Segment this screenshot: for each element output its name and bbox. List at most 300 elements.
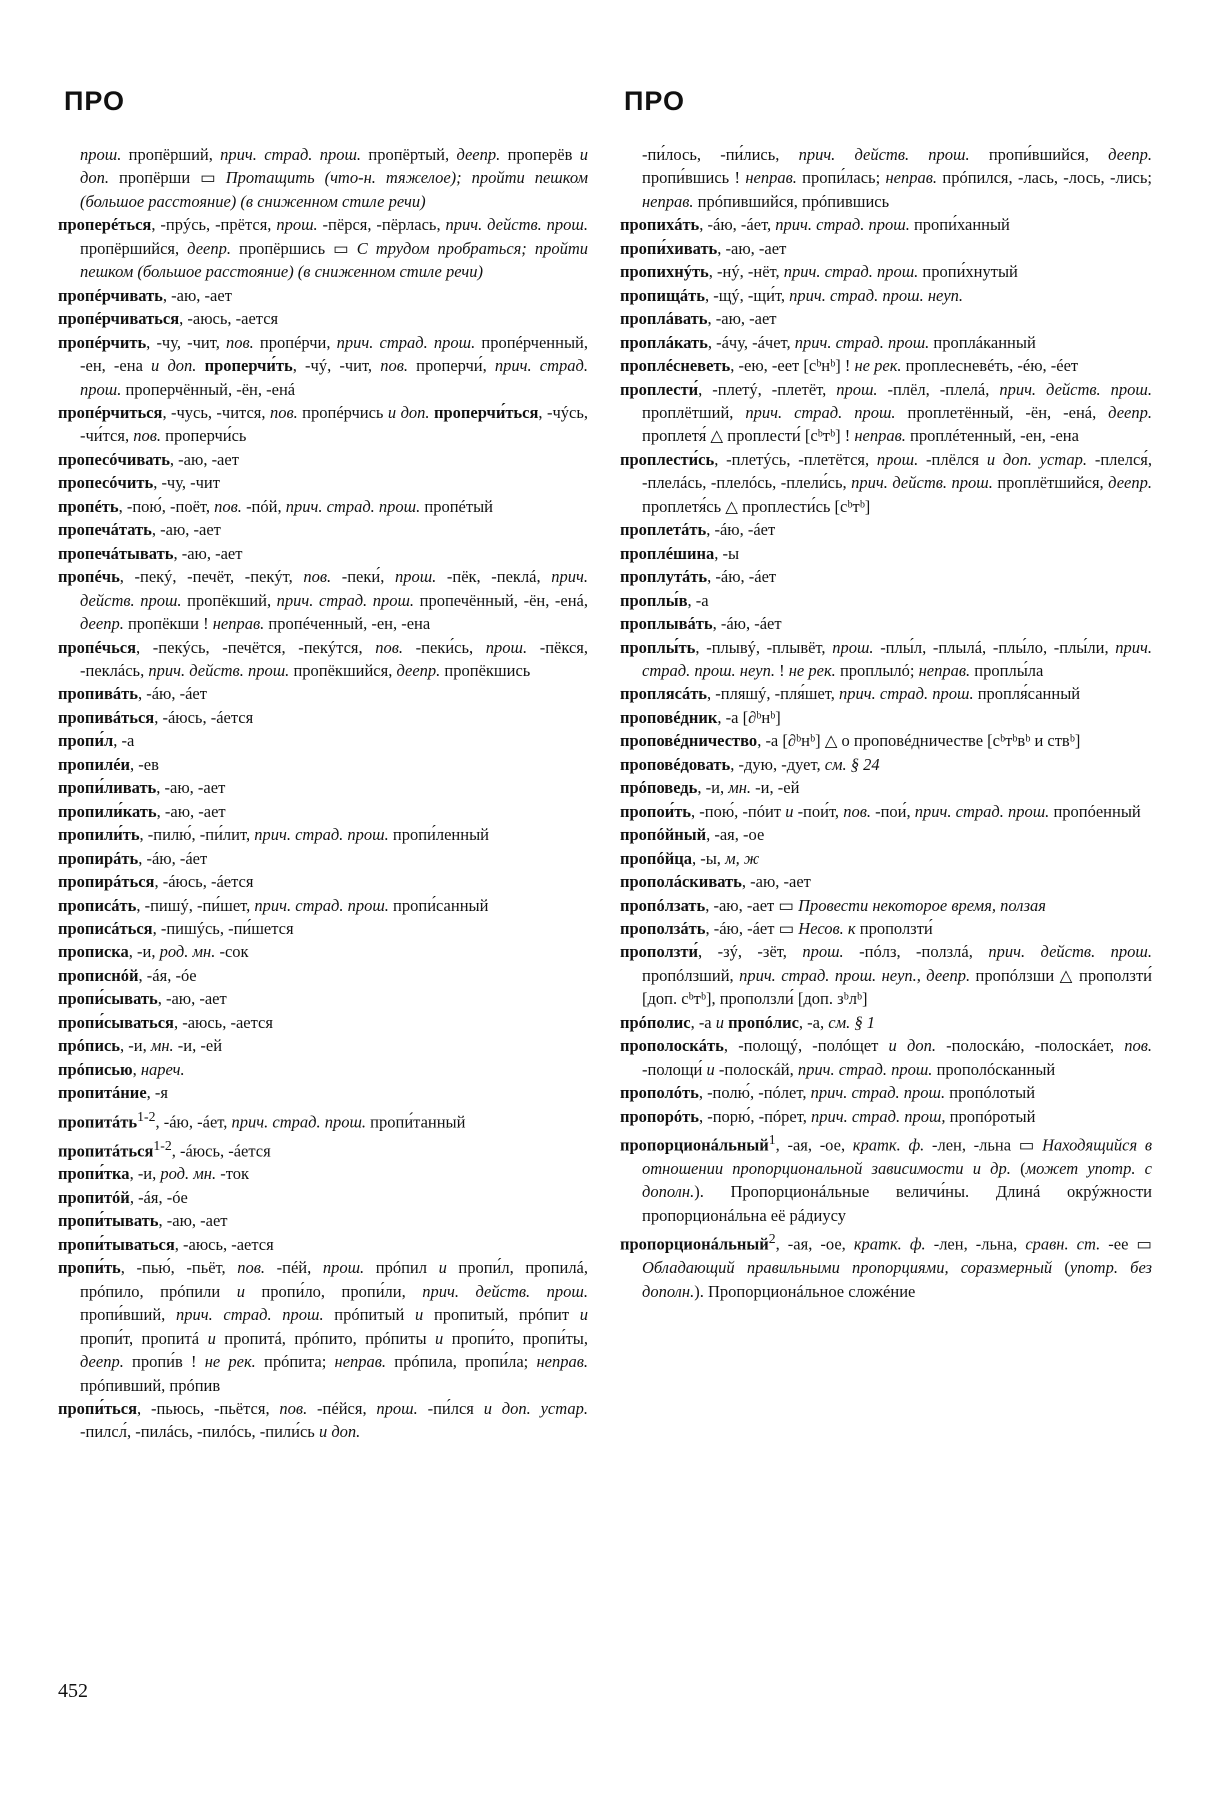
- entry-text: пропи́танный: [366, 1112, 466, 1132]
- running-head-right: ПРО: [624, 86, 686, 116]
- grammar-note: прич. страд. прош.: [914, 801, 1050, 821]
- entry-text: , -пилю́, -пи́лит,: [139, 825, 255, 845]
- entry-text: проплётшийся,: [992, 473, 1109, 493]
- headword: проплетáть: [620, 520, 707, 540]
- headword: пропитóй: [58, 1187, 130, 1207]
- dictionary-entry: [620, 847, 1152, 870]
- grammar-note: неправ.: [212, 614, 265, 634]
- dictionary-entry: [58, 1397, 588, 1444]
- entry-text: , -плывý, -плывёт,: [695, 637, 833, 657]
- entry-text: , -áю, -áет,: [699, 215, 776, 235]
- grammar-note: прош.: [802, 942, 844, 962]
- grammar-note: сравн. ст.: [1025, 1234, 1101, 1254]
- entry-text: -пилсл́, -пилáсь, -пилóсь, -пили́сь: [80, 1422, 319, 1442]
- entry-text: -пеки́сь,: [403, 637, 486, 657]
- entry-text: пропёршись ▭: [231, 238, 357, 258]
- entry-text: -пóлз, -ползлá,: [843, 942, 989, 962]
- dictionary-entry: [58, 1162, 588, 1185]
- grammar-note: и доп.: [80, 145, 588, 188]
- grammar-note: Несов. к: [798, 918, 856, 938]
- entry-text: ). Пропорционáльные величи́ны. Длинá окрýжности пропорционáльна её рáдиусу: [642, 1182, 1152, 1225]
- entry-text: , -и,: [120, 1036, 151, 1056]
- dictionary-entry: [620, 1128, 1152, 1227]
- dictionary-entry: [58, 1011, 588, 1034]
- headword: пропóйца: [620, 848, 692, 868]
- entry-text: ,: [132, 1059, 141, 1079]
- entry-text: пропёкший,: [181, 590, 277, 610]
- headword: пропи́сывать: [58, 989, 158, 1009]
- entry-text: -пои́т,: [793, 801, 844, 821]
- headword: пропирáть: [58, 848, 139, 868]
- entry-text: прóпился, -лась, -лось, -лись;: [937, 168, 1152, 188]
- entry-text: пропéченный, -ен, -ена: [264, 614, 431, 634]
- dictionary-entry: [58, 542, 588, 565]
- dictionary-entry: [620, 706, 1152, 729]
- headword: проползáть: [620, 918, 706, 938]
- grammar-note: и: [579, 1305, 588, 1325]
- grammar-note: не рек.: [204, 1352, 256, 1372]
- dictionary-entry: [620, 1034, 1152, 1081]
- entry-text: , -прýсь, -прётся,: [151, 215, 277, 235]
- grammar-note: прич. страд. прош.: [336, 332, 476, 352]
- dictionary-entry: [58, 448, 588, 471]
- headword: пропéрчиться: [58, 402, 163, 422]
- entry-text: пропóенный: [1049, 801, 1141, 821]
- dictionary-entry: [58, 823, 588, 846]
- entry-text: пропóлотый: [945, 1083, 1036, 1103]
- grammar-note: может употр. с дополн.: [642, 1158, 1153, 1202]
- entry-text: пропля́санный: [973, 684, 1081, 704]
- entry-text: , -чýсь, -чи́тся,: [80, 402, 588, 446]
- entry-text: , -ы,: [691, 848, 726, 868]
- entry-text: , -и,: [697, 778, 729, 798]
- entry-text: , -аю, -ает: [707, 309, 777, 329]
- headword: пропивáться: [58, 707, 155, 727]
- entry-text: -и, -ей: [173, 1036, 223, 1056]
- grammar-note: деепр.: [187, 238, 231, 258]
- grammar-note: прич. страд. прош.: [80, 356, 588, 399]
- headword: проплывáть: [620, 614, 713, 634]
- entry-text: пропи́хнутый: [918, 262, 1018, 282]
- grammar-note: неправ.: [918, 660, 971, 680]
- entry-text: -полощи́: [642, 1059, 707, 1079]
- entry-text: проплéтенный, -ен, -ена: [905, 426, 1079, 446]
- grammar-note: и доп. устар.: [483, 1399, 588, 1419]
- dictionary-entry: [620, 1081, 1152, 1104]
- entry-text: , -а: [687, 590, 709, 610]
- headword: прописка: [58, 942, 129, 962]
- headword: прóпись: [58, 1036, 120, 1056]
- entry-text: , -а,: [798, 1012, 829, 1032]
- headword: пропили́ть: [58, 825, 140, 845]
- entry-text: , -аюсь, -ается: [174, 1234, 274, 1254]
- entry-text: прóпила, пропи́ла;: [386, 1352, 537, 1372]
- grammar-note: прич. страд. прош.: [775, 215, 910, 235]
- dictionary-entry: [58, 706, 588, 729]
- entry-text: -пёрся, -пёрлась,: [317, 215, 446, 235]
- headword: проповéдничество: [620, 731, 758, 751]
- entry-text: , -áю, -áет: [138, 848, 208, 868]
- grammar-note: прош.: [832, 637, 874, 657]
- entry-text: проперчённый, -ён, -енá: [121, 379, 296, 399]
- headword: проперчи́ться: [433, 402, 539, 422]
- dictionary-entry: [58, 776, 588, 799]
- entry-text: , -аюсь, -ается: [179, 309, 279, 329]
- entry-text: , -аю, -ает: [151, 520, 221, 540]
- grammar-note: прич. страд. прош. неуп.: [789, 285, 964, 305]
- entry-text: -полоскáй,: [714, 1059, 798, 1079]
- entry-text: , -ая, -ое,: [775, 1234, 854, 1254]
- headword: пропóлис: [728, 1012, 799, 1032]
- dictionary-entry: [620, 870, 1152, 893]
- grammar-note: прич. страд. прош.: [745, 402, 896, 422]
- running-head-left: ПРО: [64, 86, 126, 116]
- headword: проперéться: [58, 215, 152, 235]
- entry-text: пропéрчи,: [253, 332, 337, 352]
- headword: пропéрчить: [58, 332, 147, 352]
- entry-text: пропёртый,: [361, 145, 457, 164]
- grammar-note: Провести некоторое время, ползая: [798, 895, 1046, 915]
- grammar-note: прич. действ. прош.: [445, 215, 588, 235]
- entry-text: , -áю, -áет,: [155, 1112, 232, 1132]
- entry-text: пропóлзши △ проползти́ [доп. cᵇтᵇ], проползли́ [доп. зᵇлᵇ]: [642, 965, 1152, 1009]
- headword: пропечáтать: [58, 520, 152, 540]
- grammar-note: неправ.: [854, 426, 906, 446]
- dictionary-entry: [620, 589, 1152, 612]
- entry-text: -плёл, -плелá,: [877, 379, 1000, 399]
- entry-text: , -áя, -óе: [138, 965, 197, 985]
- dictionary-entry: [58, 870, 588, 893]
- entry-text: , -áюсь, -áется: [171, 1141, 271, 1161]
- entry-text: , -пью́, -пьёт,: [120, 1258, 238, 1278]
- right-column: [620, 143, 1152, 1303]
- dictionary-entry: [58, 917, 588, 940]
- entry-continuation: [58, 143, 588, 213]
- entry-text: -плелся́, -плелáсь, -плелóсь, -плели́сь,: [642, 449, 1153, 493]
- grammar-note: прич. страд. прош. неуп., деепр.: [739, 965, 971, 985]
- headword: прóповедь: [620, 778, 698, 798]
- grammar-note: прич. действ. прош.: [851, 473, 993, 493]
- entry-text: , -пекýсь, -печётся, -пекýтся,: [136, 637, 376, 657]
- grammar-note: мн.: [728, 778, 752, 798]
- dictionary-entry: [58, 1134, 588, 1163]
- grammar-note: пов.: [380, 356, 409, 376]
- entry-text: -пёкся, -пеклáсь,: [80, 637, 589, 680]
- dictionary-entry: [58, 331, 588, 401]
- headword: проплы́ть: [620, 637, 696, 657]
- entry-text: , -аю, -ает: [717, 238, 787, 258]
- entry-text: , -порю́, -пóрет,: [698, 1106, 811, 1126]
- grammar-note: С трудом пробраться; пройти пешком (большое расстояние) (в сниженном стиле речи): [80, 238, 588, 282]
- entry-text: -пи́лось, -пи́лись,: [642, 145, 799, 164]
- dictionary-entry: [620, 542, 1152, 565]
- dictionary-entry: [58, 284, 588, 307]
- grammar-note: неправ.: [536, 1352, 588, 1372]
- entry-text: , -áюсь, -áется: [154, 707, 254, 727]
- grammar-note: прош.: [394, 567, 437, 587]
- dictionary-entry: [620, 284, 1152, 307]
- entry-text: , -а [∂ᵇнᵇ] △ о проповéдничестве [cᵇтᵇвᵇ и ствᵇ]: [757, 731, 1081, 751]
- entry-text: , -полощý, -полóщет: [723, 1036, 889, 1056]
- grammar-note: прош.: [322, 1258, 365, 1278]
- dictionary-entry: [620, 682, 1152, 705]
- entry-text: , -пою́, -пóит: [691, 801, 786, 821]
- grammar-note: деепр.: [80, 1352, 124, 1372]
- left-column: [58, 143, 588, 1444]
- headword: пропéрчивать: [58, 285, 163, 305]
- entry-text: -пои́,: [870, 801, 915, 821]
- headword: пропорóть: [620, 1106, 699, 1126]
- dictionary-entry: [58, 213, 588, 283]
- headword: прописнóй: [58, 965, 139, 985]
- entry-text: (: [1010, 1158, 1026, 1178]
- entry-text: пропи́л, пропилá, прóпило, прóпили: [80, 1258, 589, 1301]
- entry-text: [196, 356, 204, 375]
- dictionary-entry: [620, 1227, 1152, 1303]
- headword: пропорционáльный: [620, 1234, 769, 1254]
- grammar-note: пов.: [279, 1399, 308, 1419]
- grammar-note: прош.: [276, 215, 318, 235]
- headword: пропéрчиваться: [58, 309, 180, 329]
- grammar-note: прич. страд. прош.: [276, 590, 415, 610]
- dictionary-entry: [620, 940, 1152, 1010]
- dictionary-entry: [58, 753, 588, 776]
- entry-text: , -аю, -ает: [169, 449, 239, 469]
- entry-text: , -аю, -ает ▭: [705, 895, 799, 915]
- entry-text: прóпивший, прóпив: [80, 1375, 221, 1395]
- headword: пропóлзать: [620, 895, 706, 915]
- entry-text: пропечённый, -ён, -енá,: [414, 590, 588, 610]
- grammar-note: пов.: [133, 426, 161, 446]
- entry-text: -ее ▭: [1100, 1234, 1153, 1254]
- entry-text: проплетя́ △ проплести́ [cᵇтᵇ] !: [642, 426, 855, 446]
- dictionary-entry: [620, 260, 1152, 283]
- dictionary-entry: [620, 1105, 1152, 1128]
- entry-text: пропёршийся,: [80, 238, 188, 258]
- grammar-note: неправ.: [334, 1352, 387, 1372]
- headword: проплáкать: [620, 332, 708, 352]
- grammar-note: деепр.: [1108, 402, 1152, 422]
- entry-text: -пéйся,: [307, 1399, 377, 1419]
- entry-text: пропи́лась;: [796, 168, 886, 188]
- entry-text: -пеки́,: [331, 567, 395, 587]
- entry-text: пропи́в !: [123, 1352, 205, 1372]
- grammar-note: прич. действ. прош.: [999, 379, 1152, 399]
- entry-text: пропи́вшись !: [642, 168, 746, 188]
- headword: пропорционáльный: [620, 1135, 769, 1155]
- grammar-note: прич. действ. прош.: [80, 567, 588, 610]
- entry-text: , -ев: [130, 754, 159, 774]
- grammar-note: род. мн.: [160, 1164, 217, 1184]
- dictionary-entry: [620, 331, 1152, 354]
- entry-text: , -а: [690, 1012, 716, 1032]
- dictionary-entry: [58, 471, 588, 494]
- dictionary-entry: [58, 800, 588, 823]
- headword: прополáскивать: [620, 872, 742, 892]
- dictionary-entry: [58, 401, 588, 448]
- entry-text: проперёв: [500, 145, 580, 164]
- dictionary-entry: [58, 1081, 588, 1104]
- headword: пропихнýть: [620, 262, 709, 282]
- headword: прóписью: [58, 1059, 133, 1079]
- headword: пропои́ть: [620, 801, 692, 821]
- homonym-index: 1-2: [153, 1137, 172, 1153]
- entry-text: , -áюсь, -áется: [154, 872, 254, 892]
- entry-text: , -чусь, -чится,: [162, 402, 270, 422]
- dictionary-entry: [620, 213, 1152, 236]
- entry-text: , -áю, -áет: [707, 567, 777, 587]
- headword: проповéдовать: [620, 754, 731, 774]
- grammar-note: прич. страд. прош.: [254, 895, 389, 915]
- headword: пропи́тываться: [58, 1234, 175, 1254]
- entry-text: пропóлзший,: [642, 965, 740, 985]
- entry-text: , -áчу, -áчет,: [707, 332, 795, 352]
- entry-text: пропóротый: [945, 1106, 1036, 1126]
- grammar-note: и доп.: [888, 1036, 936, 1056]
- dictionary-entry: [58, 1058, 588, 1081]
- entry-text: , -аю, -ает: [741, 872, 811, 892]
- dictionary-entry: [58, 307, 588, 330]
- grammar-note: прич. страд. прош.: [839, 684, 974, 704]
- grammar-note: деепр.: [396, 660, 441, 680]
- grammar-note: прич. страд. прош,: [810, 1106, 946, 1126]
- grammar-note: и: [706, 1059, 715, 1079]
- dictionary-entry: [620, 448, 1152, 518]
- headword: пропи́л: [58, 731, 114, 751]
- grammar-note: и доп. устар.: [986, 449, 1088, 469]
- dictionary-entry: [58, 1105, 588, 1134]
- entry-text: прóпитый: [323, 1305, 416, 1325]
- dictionary-entry: [58, 518, 588, 541]
- entry-text: ). Пропорционáльное сложéние: [694, 1281, 916, 1301]
- grammar-note: и: [438, 1258, 447, 1278]
- grammar-note: прош.: [376, 1399, 418, 1419]
- grammar-note: и доп.: [387, 402, 430, 422]
- entry-text: , -и,: [129, 1164, 161, 1184]
- entry-text: , -ая, -ое: [706, 825, 765, 845]
- entry-text: пропéрчись: [297, 402, 388, 422]
- headword: прополóть: [620, 1083, 699, 1103]
- entry-text: пропёрши ▭: [108, 168, 226, 188]
- headword: пропивáть: [58, 684, 138, 704]
- grammar-note: прич. действ. прош.: [148, 660, 290, 680]
- headword: пропи́ть: [58, 1258, 121, 1278]
- entry-text: , -áю, -áет: [712, 614, 782, 634]
- entry-text: -плёлся: [918, 449, 987, 469]
- headword: прополоскáть: [620, 1036, 724, 1056]
- grammar-note: и: [785, 801, 794, 821]
- grammar-note: нареч.: [140, 1059, 185, 1079]
- entry-text: пропи́т, пропитá: [80, 1328, 208, 1348]
- entry-text: , -аю, -ает: [158, 1211, 228, 1231]
- headword: пропилéи: [58, 754, 131, 774]
- entry-text: , -дую, -дует,: [730, 754, 825, 774]
- dictionary-entry: [620, 776, 1152, 799]
- headword: проплéшина: [620, 543, 715, 563]
- grammar-note: Находящийся в отношении пропорциональной зависимости и др.: [642, 1135, 1152, 1178]
- grammar-note: прич. действ. прош.: [422, 1281, 588, 1301]
- headword: пропéчь: [58, 567, 120, 587]
- grammar-note: прош.: [80, 145, 122, 164]
- entry-text: пропитá, прóпито, прóпиты: [215, 1328, 436, 1348]
- entry-text: , -аю, -ает: [162, 285, 232, 305]
- dictionary-entry: [58, 964, 588, 987]
- grammar-note: деепр.: [456, 145, 501, 164]
- grammar-note: и: [207, 1328, 216, 1348]
- entry-text: , -áю, -áет: [137, 684, 207, 704]
- entry-text: -пи́лся: [417, 1399, 484, 1419]
- entry-text: , -а [∂ᵇнᵇ]: [717, 707, 781, 727]
- headword: пропитáться: [58, 1141, 154, 1161]
- entry-text: , -áю, -áет ▭: [705, 918, 799, 938]
- grammar-note: не рек.: [854, 356, 902, 376]
- entry-text: (: [1052, 1258, 1070, 1278]
- dictionary-entry: [620, 894, 1152, 917]
- headword: пропили́кать: [58, 801, 157, 821]
- grammar-note: и: [236, 1281, 245, 1301]
- headword: проплясáть: [620, 684, 708, 704]
- dictionary-entry: [58, 495, 588, 518]
- entry-text: прóпита;: [255, 1352, 335, 1372]
- entry-text: , -аю, -ает: [173, 543, 243, 563]
- entry-text: -сок: [215, 942, 249, 962]
- dictionary-entry: [620, 612, 1152, 635]
- entry-text: , -аю, -ает: [156, 778, 226, 798]
- headword: проповéдник: [620, 707, 718, 727]
- entry-text: пропи́ленный: [388, 825, 489, 845]
- headword: пропи́хивать: [620, 238, 718, 258]
- entry-text: пропитый, прóпит: [423, 1305, 580, 1325]
- entry-text: пропи́санный: [388, 895, 489, 915]
- entry-text: проплы́ла: [970, 660, 1044, 680]
- grammar-note: пов.: [375, 637, 404, 657]
- grammar-note: прич. страд. прош.: [220, 145, 362, 164]
- headword: пропечáтывать: [58, 543, 174, 563]
- headword: пропи́ться: [58, 1399, 138, 1419]
- grammar-note: прич. действ. прош.: [988, 942, 1152, 962]
- entry-text: , -плетý, -плетёт,: [698, 379, 837, 399]
- grammar-note: прич. страд. прош.: [810, 1083, 946, 1103]
- entry-text: -полоскáю, -полоскáет,: [935, 1036, 1125, 1056]
- dictionary-entry: [620, 917, 1152, 940]
- entry-continuation: [620, 143, 1152, 213]
- dictionary-entry: [58, 565, 588, 635]
- dictionary-entry: [620, 636, 1152, 683]
- headword: пропесóчить: [58, 473, 154, 493]
- grammar-note: и доп.: [151, 356, 197, 376]
- entry-text: пропи́вшийся,: [969, 145, 1109, 164]
- dictionary-entry: [58, 682, 588, 705]
- entry-text: -плы́л, -плылá, -плы́ло, -плы́ли,: [873, 637, 1116, 657]
- entry-text: пропёкшийся,: [289, 660, 397, 680]
- entry-text: , -аю, -ает: [156, 801, 226, 821]
- entry-text: , -а: [113, 731, 135, 751]
- dictionary-entry: [58, 1034, 588, 1057]
- grammar-note: и: [435, 1328, 444, 1348]
- entry-text: , -ею, -еет [cᵇнᵇ] !: [730, 356, 855, 376]
- headword: пропитáть: [58, 1112, 138, 1132]
- page-number: 452: [58, 1680, 88, 1702]
- headword: пропищáть: [620, 285, 705, 305]
- headword: пропóйный: [620, 825, 707, 845]
- dictionary-entry: [620, 729, 1152, 752]
- grammar-note: кратк. ф.: [853, 1234, 926, 1254]
- dictionary-entry: [58, 1233, 588, 1256]
- grammar-note: см. § 1: [828, 1012, 875, 1032]
- dictionary-entry: [58, 636, 588, 683]
- grammar-note: деепр.: [1108, 145, 1152, 164]
- entry-text: , -чу, -чит,: [146, 332, 226, 352]
